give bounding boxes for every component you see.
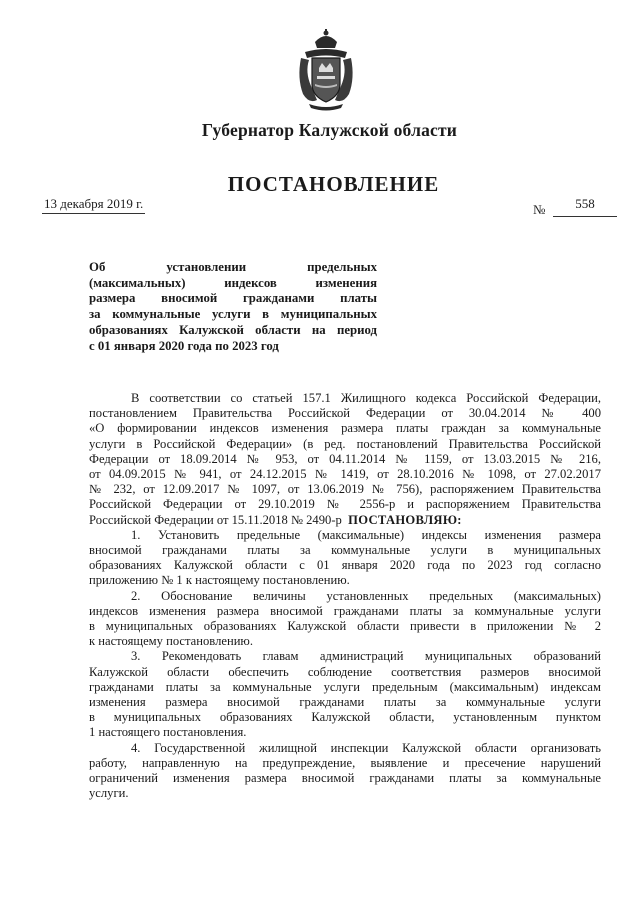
body-line: услуги в Российской Федерации» (в ред. постановлений Правительства Российской (89, 436, 601, 451)
body-line: Калужской области обеспечить соблюдение соответствия размеров вносимой (89, 664, 601, 679)
body-line: Российской Федерации от 29.10.2019 № 2556-р и распоряжением Правительства (89, 497, 601, 512)
body-line: В соответствии со статьей 157.1 Жилищного кодекса Российской Федерации, (131, 391, 601, 405)
document-type-heading: ПОСТАНОВЛЕНИЕ (227, 172, 440, 196)
subject-line: (максимальных) индексов изменения (89, 275, 377, 290)
body-line: индексов изменения размера вносимой гражданами платы за коммунальные услуги (89, 603, 601, 618)
org-title: Губернатор Калужской области (201, 120, 458, 140)
body-line: от 04.09.2015 № 941, от 24.12.2015 № 1419, от 28.10.2016 № 1098, от 27.02.2017 (89, 467, 601, 482)
body-line: образованиях Калужской области с 01 января 2020 года по 2023 год согласно (89, 558, 601, 573)
preamble-paragraph (89, 391, 601, 528)
resolve-keyword: ПОСТАНОВЛЯЮ: (348, 512, 462, 527)
body-line: 3. Рекомендовать главам администраций муниципальных образований (131, 649, 601, 664)
item-2-paragraph (89, 589, 601, 650)
body-line: Федерации от 18.09.2014 № 953, от 04.11.2014 № 1159, от 13.03.2015 № 216, (89, 451, 601, 466)
document-subject (89, 260, 377, 354)
body-line: 2. Обоснование величины установленных предельных (максимальных) (131, 588, 601, 603)
body-line: 1 настоящего постановления. (89, 725, 247, 740)
body-line (89, 513, 601, 528)
body-line: № 232, от 12.09.2017 № 1097, от 13.06.2019 № 756), распоряжением Правительства (89, 482, 601, 497)
number-sign: № (533, 202, 546, 217)
body-line: в муниципальных образованиях Калужской области привести в приложении № 2 (89, 619, 601, 634)
item-3-paragraph (89, 649, 601, 740)
subject-line: за коммунальные услуги в муниципальных (89, 307, 377, 322)
document-body (89, 391, 601, 801)
body-line: 4. Государственной жилищной инспекции Калужской области организовать (131, 740, 601, 755)
subject-line: Об установлении предельных (89, 260, 377, 274)
document-date: 13 декабря 2019 г. (42, 196, 145, 214)
body-line: «О формировании индексов изменения размера платы граждан за коммунальные (89, 421, 601, 436)
item-4-paragraph (89, 741, 601, 802)
body-line: изменения размера вносимой гражданами платы за коммунальные услуги (89, 695, 601, 710)
preamble-final-text: Российской Федерации от 15.11.2018 № 2490-р (89, 512, 342, 527)
coat-of-arms-icon (295, 28, 357, 112)
body-line: приложению № 1 к настоящему постановлению. (89, 573, 350, 588)
document-number: 558 (553, 196, 617, 217)
body-line: 1. Установить предельные (максимальные) индексы изменения размера (131, 527, 601, 542)
body-line: в муниципальных образованиях Калужской области, установленным пунктом (89, 710, 601, 725)
body-line: ограничений изменения размера вносимой гражданами платы за коммунальные (89, 771, 601, 786)
body-line: к настоящему постановлению. (89, 634, 253, 649)
body-line: постановлением Правительства Российской Федерации от 30.04.2014 № 400 (89, 406, 601, 421)
subject-line: образованиях Калужской области на период (89, 322, 377, 337)
body-line: вносимой гражданами платы за коммунальные услуги в муниципальных (89, 543, 601, 558)
subject-line: размера вносимой гражданами платы (89, 291, 377, 306)
body-line: услуги. (89, 786, 129, 801)
subject-line: с 01 января 2020 года по 2023 год (89, 338, 279, 353)
item-1-paragraph (89, 528, 601, 589)
body-line: гражданами платы за коммунальные услуги предельным (максимальным) индексам (89, 679, 601, 694)
body-line: работу, направленную на предупреждение, выявление и пресечение нарушений (89, 755, 601, 770)
